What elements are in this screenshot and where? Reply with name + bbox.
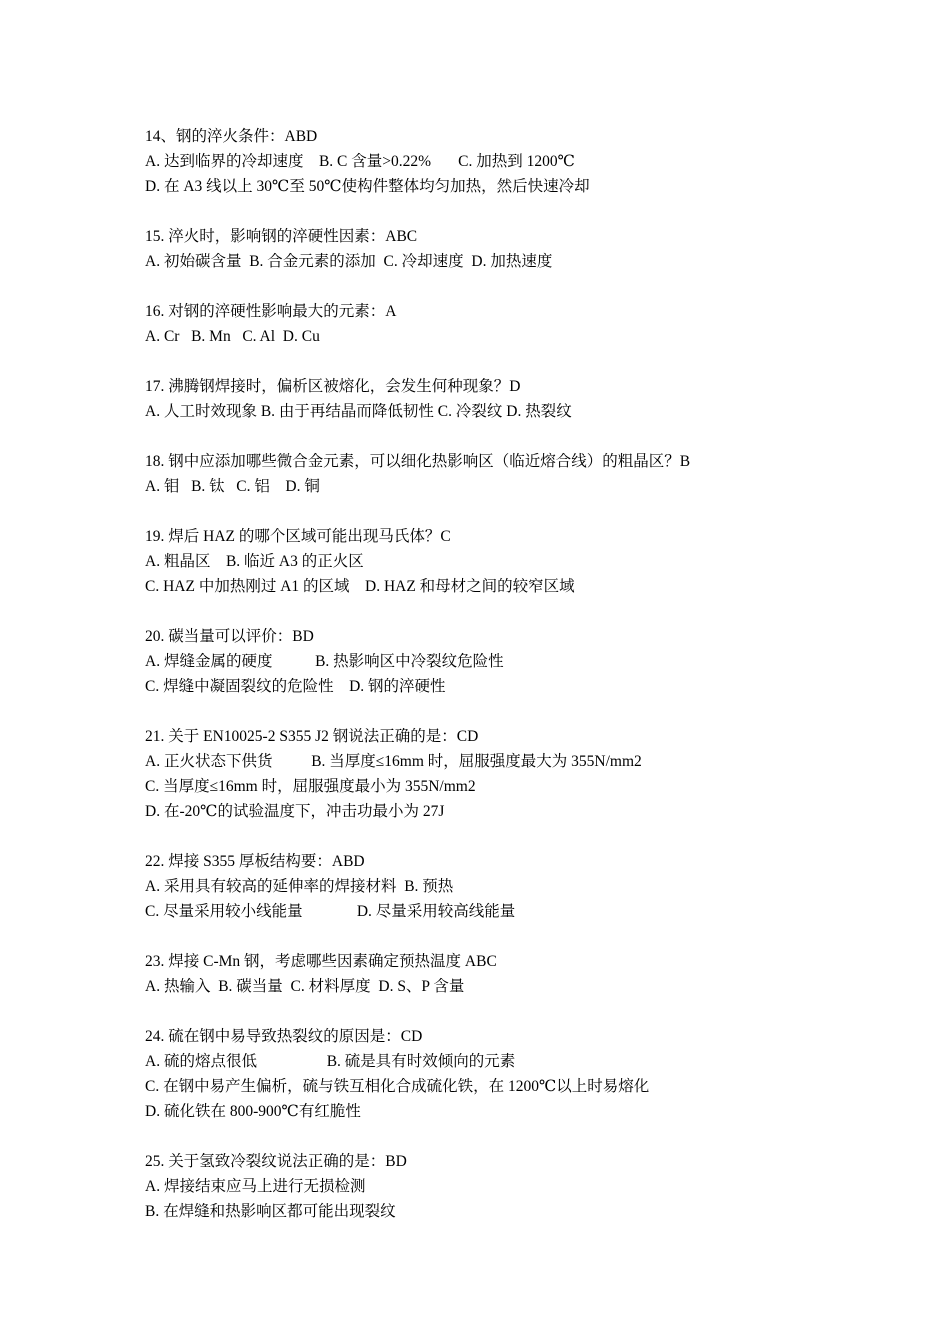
question-block — [145, 1149, 905, 1224]
question-text: 16. 对钢的淬硬性影响最大的元素：A — [145, 303, 397, 320]
answer-options: A. 达到临界的冷却速度 B. C 含量>0.22% C. 加热到 1200℃ — [145, 153, 575, 170]
answer-options: A. 采用具有较高的延伸率的焊接材料 B. 预热 — [145, 878, 454, 895]
question-block — [145, 849, 905, 924]
answer-options: B. 在焊缝和热影响区都可能出现裂纹 — [145, 1203, 396, 1220]
answer-options: C. 当厚度≤16mm 时，屈服强度最小为 355N/mm2 — [145, 778, 476, 795]
answer-options: D. 在-20℃的试验温度下，冲击功最小为 27J — [145, 803, 445, 820]
question-block — [145, 949, 905, 999]
question-block — [145, 299, 905, 349]
question-text: 19. 焊后 HAZ 的哪个区域可能出现马氏体？C — [145, 528, 451, 545]
question-text: 23. 焊接 C-Mn 钢，考虑哪些因素确定预热温度 ABC — [145, 953, 497, 970]
answer-options: A. 正火状态下供货 B. 当厚度≤16mm 时，屈服强度最大为 355N/mm2 — [145, 753, 642, 770]
question-list — [145, 124, 905, 1249]
answer-options: A. 人工时效现象 B. 由于再结晶而降低韧性 C. 冷裂纹 D. 热裂纹 — [145, 403, 572, 420]
question-text: 25. 关于氢致冷裂纹说法正确的是：BD — [145, 1153, 407, 1170]
answer-options: A. 热输入 B. 碳当量 C. 材料厚度 D. S、P 含量 — [145, 978, 465, 995]
question-text: 18. 钢中应添加哪些微合金元素，可以细化热影响区（临近熔合线）的粗晶区？B — [145, 453, 691, 470]
answer-options: A. Cr B. Mn C. Al D. Cu — [145, 328, 320, 345]
answer-options: A. 粗晶区 B. 临近 A3 的正火区 — [145, 553, 364, 570]
answer-options: A. 焊缝金属的硬度 B. 热影响区中冷裂纹危险性 — [145, 653, 504, 670]
question-text: 22. 焊接 S355 厚板结构要：ABD — [145, 853, 365, 870]
question-text: 14、钢的淬火条件：ABD — [145, 128, 318, 145]
question-text: 21. 关于 EN10025-2 S355 J2 钢说法正确的是：CD — [145, 728, 479, 745]
question-block — [145, 1024, 905, 1124]
answer-options: D. 硫化铁在 800-900℃有红脆性 — [145, 1103, 361, 1120]
question-block — [145, 724, 905, 824]
answer-options: A. 硫的熔点很低 B. 硫是具有时效倾向的元素 — [145, 1053, 516, 1070]
question-text: 24. 硫在钢中易导致热裂纹的原因是：CD — [145, 1028, 423, 1045]
question-text: 20. 碳当量可以评价：BD — [145, 628, 314, 645]
question-block — [145, 624, 905, 699]
question-block — [145, 449, 905, 499]
question-text: 15. 淬火时，影响钢的淬硬性因素：ABC — [145, 228, 418, 245]
question-block — [145, 224, 905, 274]
answer-options: C. HAZ 中加热刚过 A1 的区域 D. HAZ 和母材之间的较窄区域 — [145, 578, 575, 595]
answer-options: A. 初始碳含量 B. 合金元素的添加 C. 冷却速度 D. 加热速度 — [145, 253, 553, 270]
answer-options: C. 焊缝中凝固裂纹的危险性 D. 钢的淬硬性 — [145, 678, 446, 695]
question-text: 17. 沸腾钢焊接时，偏析区被熔化，会发生何种现象？D — [145, 378, 521, 395]
answer-options: C. 在钢中易产生偏析，硫与铁互相化合成硫化铁，在 1200℃以上时易熔化 — [145, 1078, 650, 1095]
answer-options: C. 尽量采用较小线能量 D. 尽量采用较高线能量 — [145, 903, 516, 920]
answer-options: A. 焊接结束应马上进行无损检测 — [145, 1178, 366, 1195]
question-block — [145, 124, 905, 199]
question-block — [145, 524, 905, 599]
question-block — [145, 374, 905, 424]
answer-options: A. 钼 B. 钛 C. 铝 D. 铜 — [145, 478, 320, 495]
answer-options: D. 在 A3 线以上 30℃至 50℃使构件整体均匀加热，然后快速冷却 — [145, 178, 590, 195]
